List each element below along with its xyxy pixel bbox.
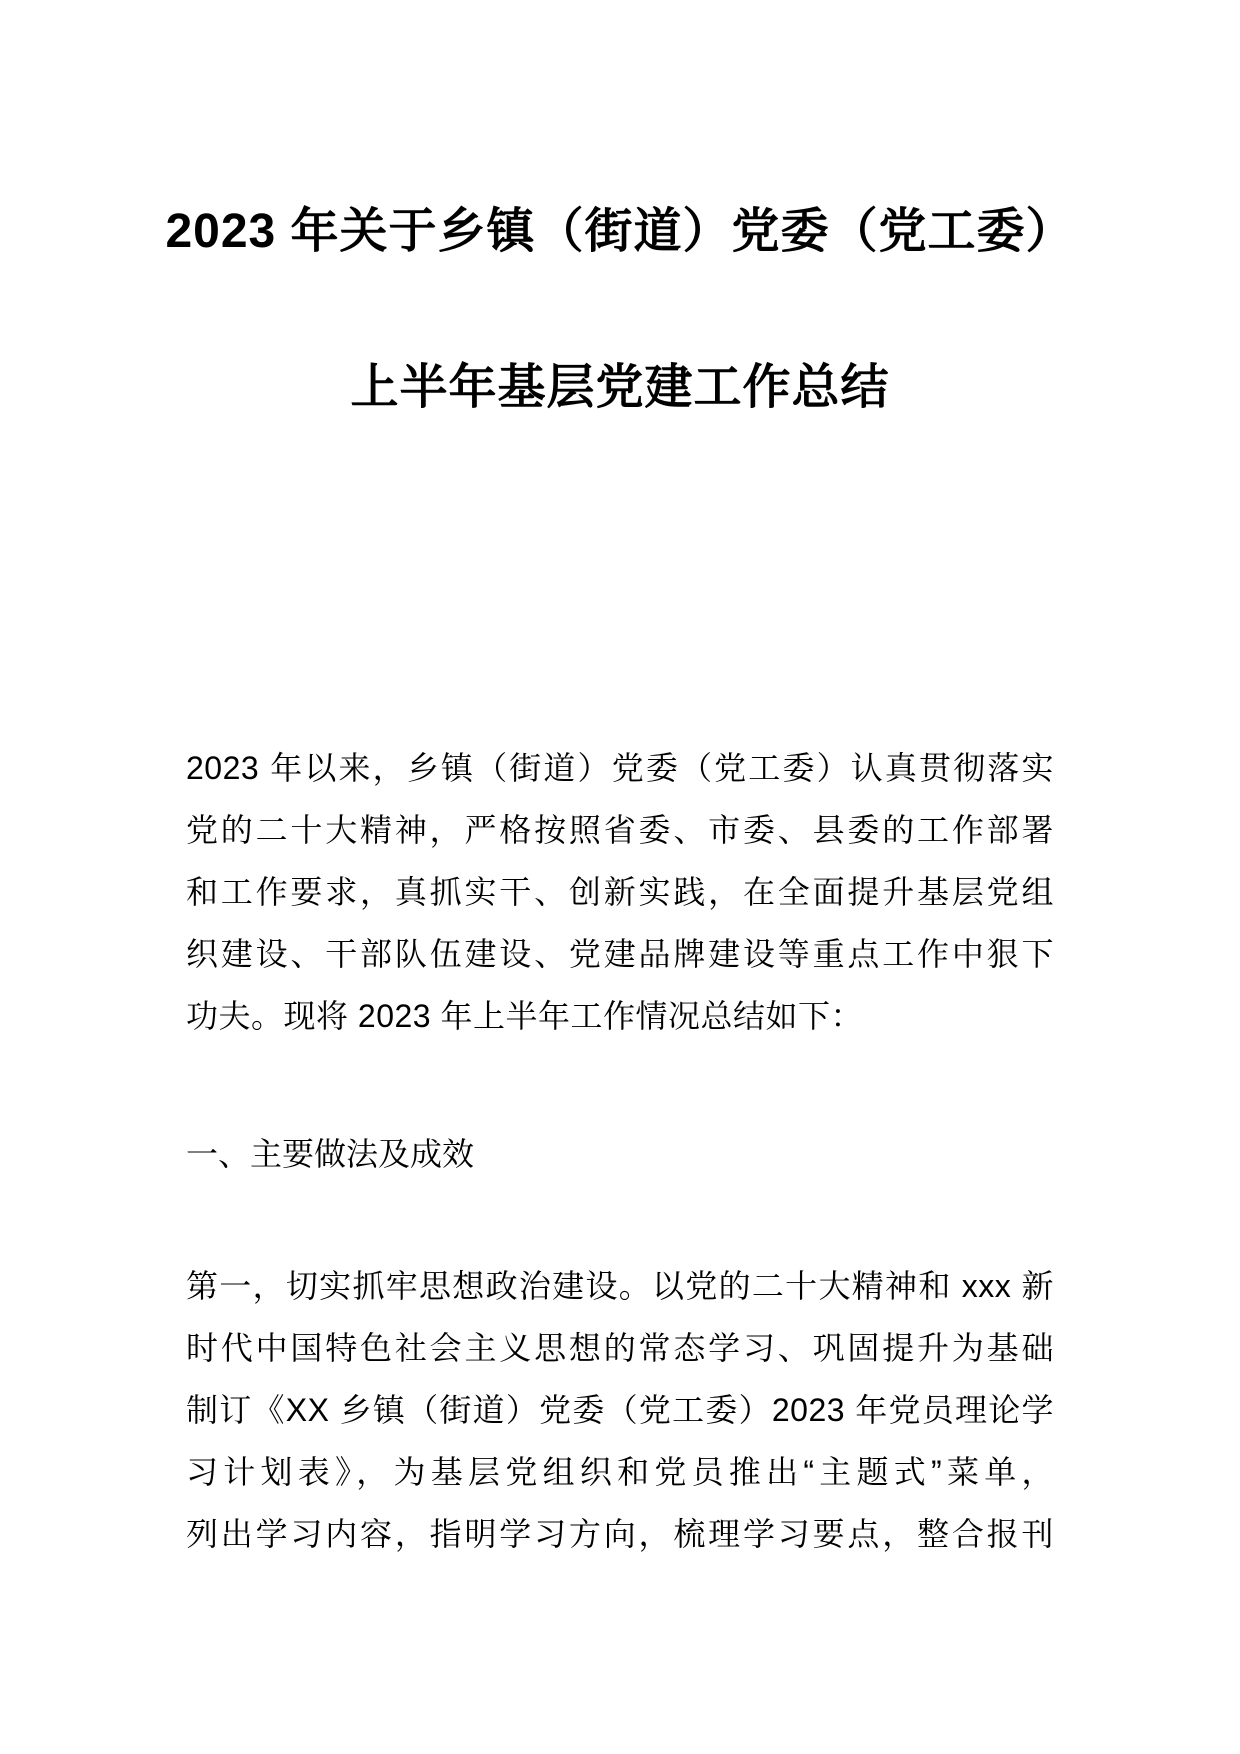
text-line: 功夫。现将 2023 年上半年工作情况总结如下：	[186, 998, 863, 1034]
section-heading: 一、主要做法及成效	[186, 1136, 475, 1172]
text-line: 列出学习内容，指明学习方向，梳理学习要点，整合报刊	[186, 1516, 1054, 1552]
text-line: 和工作要求，真抓实干、创新实践，在全面提升基层党组	[186, 874, 1054, 910]
body-paragraph-1	[186, 1255, 1054, 1565]
text-line: 2023 年以来，乡镇（街道）党委（党工委）认真贯彻落实	[186, 750, 1054, 786]
intro-paragraph	[186, 737, 1054, 1047]
text-line: 习计划表》，为基层党组织和党员推出“主题式”菜单，	[186, 1454, 1054, 1490]
text-line: 时代中国特色社会主义思想的常态学习、巩固提升为基础	[186, 1330, 1054, 1366]
text-line: 织建设、干部队伍建设、党建品牌建设等重点工作中狠下	[186, 936, 1054, 972]
text-line: 党的二十大精神，严格按照省委、市委、县委的工作部署	[186, 812, 1054, 848]
document-title-line-2: 上半年基层党建工作总结	[350, 361, 890, 414]
text-line: 第一，切实抓牢思想政治建设。以党的二十大精神和 xxx 新	[186, 1268, 1054, 1304]
document-title	[0, 154, 1240, 466]
text-line: 制订《XX 乡镇（街道）党委（党工委）2023 年党员理论学	[186, 1392, 1054, 1428]
document-title-line-1: 2023 年关于乡镇（街道）党委（党工委）	[165, 205, 1075, 258]
